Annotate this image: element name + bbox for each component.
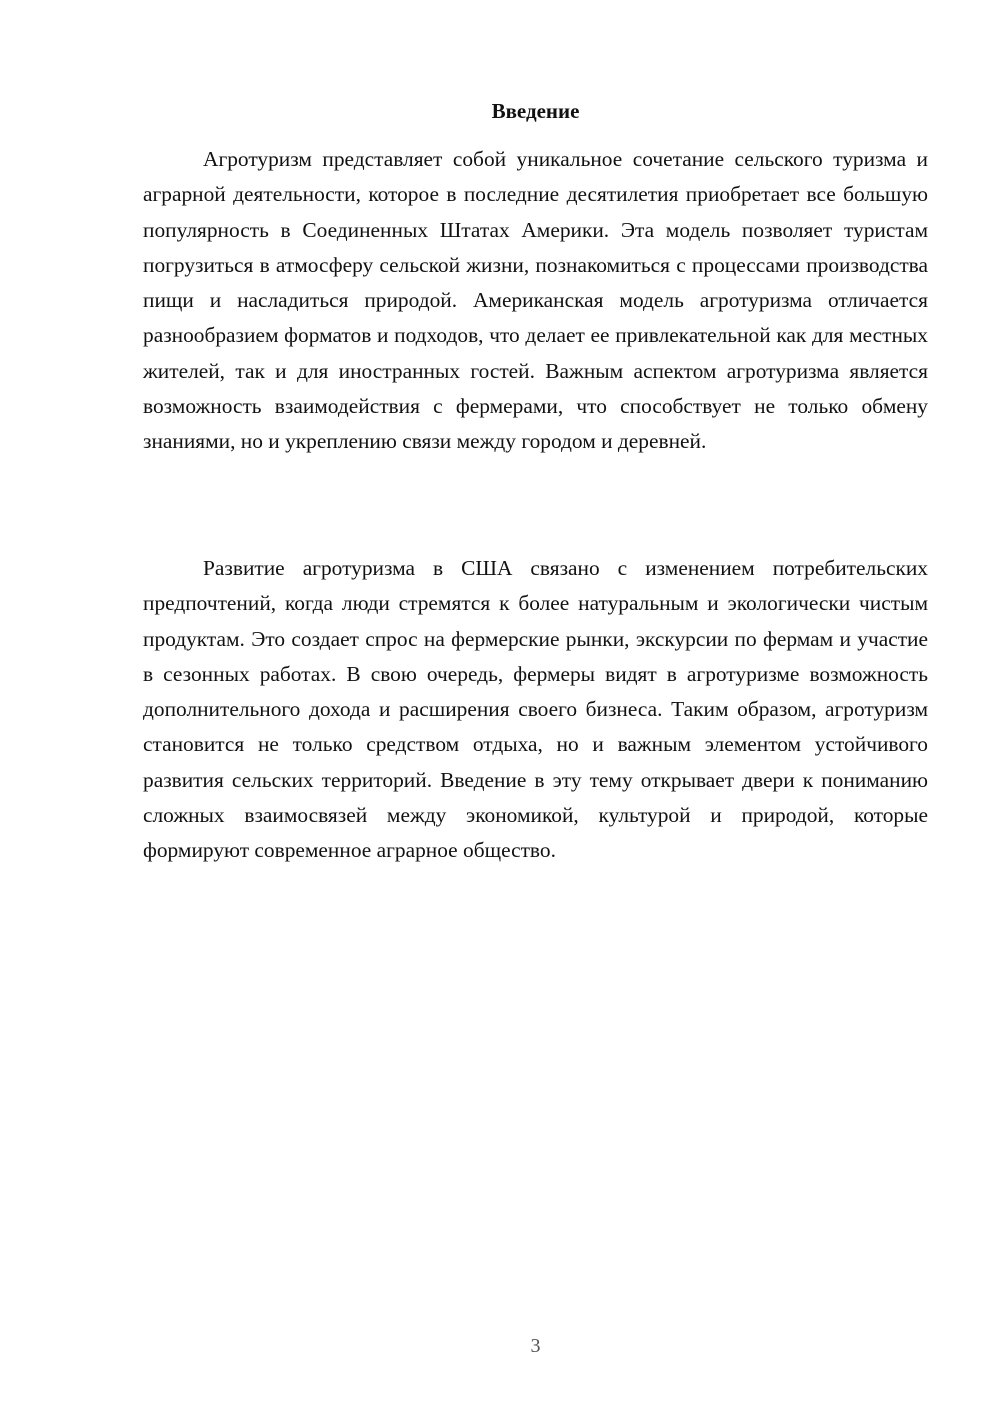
section-heading: Введение	[491, 99, 580, 123]
page-number: 3	[530, 1335, 541, 1357]
paragraph-1: Агротуризм представляет собой уникальное сочетание сельского туризма и аграрной деятельности, которое в последние десятилетия приобретает все большую популярность в Соединенных Штатах Америки. Эта модель позволяет туристам погрузиться в атмосферу сельской жизни, познакомиться с процессами производства пищи и насладиться природой. Американская модель агротуризма отличается разнообразием форматов и подходов, что делает ее привлекательной как для местных жителей, так и для иностранных гостей. Важным аспектом агротуризма является возможность взаимодействия с фермерами, что способствует не только обмену знаниями, но и укреплению связи между городом и деревней.	[143, 147, 928, 454]
paragraph-2: Развитие агротуризма в США связано с изменением потребительских предпочтений, когда люди стремятся к более натуральным и экологически чистым продуктам. Это создает спрос на фермерские рынки, экскурсии по фермам и участие в сезонных работах. В свою очередь, фермеры видят в агротуризме возможность дополнительного дохода и расширения своего бизнеса. Таким образом, агротуризм становится не только средством отдыха, но и важным элементом устойчивого развития сельских территорий. Введение в эту тему открывает двери к пониманию сложных взаимосвязей между экономикой, культурой и природой, которые формируют современное аграрное общество.	[143, 556, 928, 863]
